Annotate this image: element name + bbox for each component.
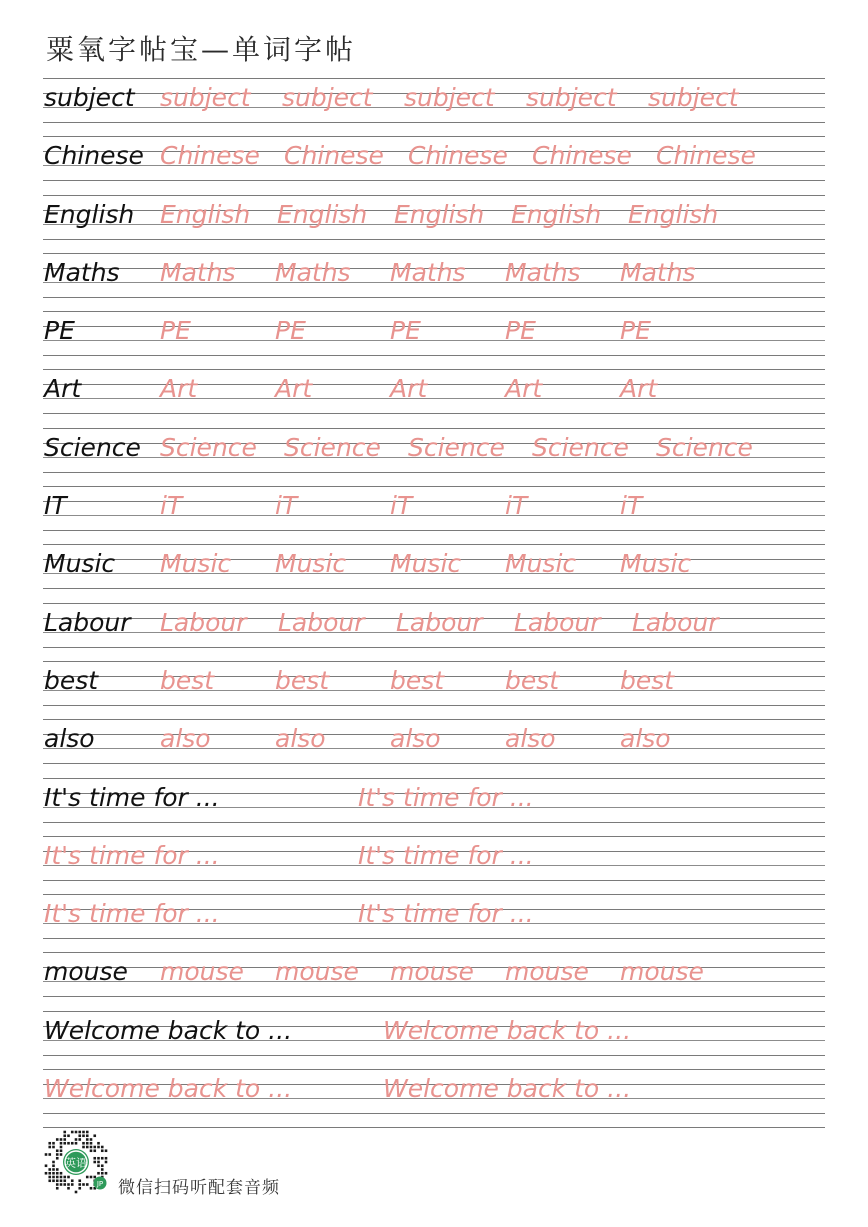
trace-word: mouse (620, 957, 704, 987)
ruled-line (43, 413, 825, 414)
trace-word: best (620, 665, 675, 695)
trace-word: Art (390, 374, 428, 404)
ruled-line (43, 822, 825, 823)
trace-word: iT (620, 491, 643, 521)
model-word: Chinese (44, 141, 144, 171)
practice-row (43, 1011, 825, 1069)
practice-row (43, 486, 825, 544)
practice-row (43, 836, 825, 894)
ruled-line (43, 836, 825, 837)
model-word: Welcome back to ... (44, 1015, 293, 1045)
trace-word: Chinese (160, 141, 260, 171)
ruled-line (43, 311, 825, 312)
trace-word: best (505, 665, 560, 695)
ruled-line (43, 122, 825, 123)
practice-row (43, 661, 825, 719)
trace-word: Chinese (656, 141, 756, 171)
trace-word: PE (505, 316, 536, 346)
trace-word: It's time for ... (358, 782, 534, 812)
ruled-line (43, 1011, 825, 1012)
ruled-line (43, 880, 825, 881)
trace-word: also (390, 724, 441, 754)
ruled-line (43, 369, 825, 370)
model-word: Art (44, 374, 82, 404)
model-word: mouse (44, 957, 128, 987)
trace-word: Labour (278, 607, 365, 637)
trace-word: subject (282, 83, 373, 112)
model-word: PE (44, 316, 75, 346)
trace-word: Welcome back to ... (44, 1074, 293, 1104)
ruled-line (43, 705, 825, 706)
ruled-line (43, 588, 825, 589)
trace-word: English (160, 199, 251, 229)
trace-word: also (620, 724, 671, 754)
practice-row (43, 136, 825, 194)
trace-word: Labour (514, 607, 601, 637)
model-word: also (44, 724, 95, 754)
practice-row (43, 311, 825, 369)
model-word: Maths (44, 257, 120, 287)
trace-word: Science (160, 432, 257, 462)
ruled-line (43, 136, 825, 137)
practice-row (43, 428, 825, 486)
trace-word: English (511, 199, 602, 229)
practice-row (43, 195, 825, 253)
model-word: IT (44, 491, 67, 521)
trace-word: iT (160, 491, 183, 521)
ruled-line (43, 530, 825, 531)
practice-row (43, 719, 825, 777)
trace-word: Music (160, 549, 232, 579)
practice-row (43, 952, 825, 1010)
trace-word: mouse (275, 957, 359, 987)
trace-word: Maths (275, 257, 351, 287)
trace-word: Art (505, 374, 543, 404)
trace-word: PE (620, 316, 651, 346)
trace-word: Chinese (284, 141, 384, 171)
model-word: Science (44, 432, 141, 462)
trace-word: iT (505, 491, 528, 521)
model-word: English (44, 199, 135, 229)
practice-row (43, 603, 825, 661)
ruled-line (43, 297, 825, 298)
trace-word: also (505, 724, 556, 754)
trace-word: Art (620, 374, 658, 404)
ruled-line (43, 472, 825, 473)
trace-word: Chinese (408, 141, 508, 171)
ruled-line (43, 180, 825, 181)
ruled-line (43, 1069, 825, 1070)
sheet-bottom-line (43, 1127, 825, 1128)
trace-word: Science (284, 432, 381, 462)
ruled-line (43, 647, 825, 648)
trace-word: Music (620, 549, 692, 579)
trace-word: Chinese (532, 141, 632, 171)
trace-word: It's time for ... (44, 899, 220, 929)
page-title: 粟氧字帖宝—单词字帖 (46, 33, 357, 66)
trace-word: Science (656, 432, 753, 462)
ruled-line (43, 355, 825, 356)
ruled-line (43, 428, 825, 429)
ruled-line (43, 1055, 825, 1056)
trace-word: English (628, 199, 719, 229)
trace-word: Music (390, 549, 462, 579)
trace-word: PE (275, 316, 306, 346)
practice-row (43, 253, 825, 311)
trace-word: iT (390, 491, 413, 521)
trace-word: Music (275, 549, 347, 579)
trace-word: Labour (160, 607, 247, 637)
qr-mini-badge: JP (96, 1180, 104, 1188)
ruled-line (43, 763, 825, 764)
ruled-line (43, 195, 825, 196)
practice-row (43, 544, 825, 602)
ruled-line (43, 239, 825, 240)
trace-word: Maths (505, 257, 581, 287)
ruled-line (43, 603, 825, 604)
trace-word: Maths (390, 257, 466, 287)
trace-word: Labour (396, 607, 483, 637)
trace-word: Science (408, 432, 505, 462)
ruled-line (43, 719, 825, 720)
model-word: best (44, 665, 99, 695)
trace-word: PE (160, 316, 191, 346)
qr-code-icon[interactable] (42, 1128, 110, 1196)
practice-row (43, 778, 825, 836)
trace-word: It's time for ... (358, 840, 534, 870)
model-word: It's time for ... (44, 782, 220, 812)
trace-word: It's time for ... (358, 899, 534, 929)
ruled-line (43, 778, 825, 779)
trace-word: Welcome back to ... (383, 1074, 632, 1104)
trace-word: Maths (620, 257, 696, 287)
trace-word: best (390, 665, 445, 695)
trace-word: mouse (505, 957, 589, 987)
ruled-line (43, 1113, 825, 1114)
trace-word: also (275, 724, 326, 754)
copybook-sheet (43, 78, 825, 1127)
trace-word: subject (526, 83, 617, 112)
trace-word: subject (404, 83, 495, 112)
trace-word: It's time for ... (44, 840, 220, 870)
ruled-line (43, 938, 825, 939)
trace-word: best (275, 665, 330, 695)
ruled-line (43, 486, 825, 487)
trace-word: mouse (160, 957, 244, 987)
trace-word: Science (532, 432, 629, 462)
practice-row (43, 369, 825, 427)
trace-word: Art (275, 374, 313, 404)
trace-word: iT (275, 491, 298, 521)
ruled-line (43, 952, 825, 953)
ruled-line (43, 78, 825, 79)
ruled-line (43, 544, 825, 545)
ruled-line (43, 996, 825, 997)
trace-word: Maths (160, 257, 236, 287)
practice-row (43, 894, 825, 952)
practice-row (43, 1069, 825, 1127)
trace-word: English (277, 199, 368, 229)
trace-word: English (394, 199, 485, 229)
model-word: Labour (44, 607, 131, 637)
ruled-line (43, 253, 825, 254)
trace-word: subject (648, 83, 739, 112)
audio-caption: 微信扫码听配套音频 (118, 1178, 280, 1198)
trace-word: Music (505, 549, 577, 579)
qr-badge-label: 英语 (65, 1156, 87, 1170)
qr-code-graphic (42, 1128, 110, 1196)
trace-word: best (160, 665, 215, 695)
trace-word: mouse (390, 957, 474, 987)
model-word: subject (44, 83, 135, 112)
trace-word: Welcome back to ... (383, 1015, 632, 1045)
trace-word: subject (160, 83, 251, 112)
trace-word: Art (160, 374, 198, 404)
model-word: Music (44, 549, 116, 579)
trace-word: also (160, 724, 211, 754)
practice-row (43, 78, 825, 136)
trace-word: PE (390, 316, 421, 346)
trace-word: Labour (632, 607, 719, 637)
ruled-line (43, 894, 825, 895)
ruled-line (43, 661, 825, 662)
